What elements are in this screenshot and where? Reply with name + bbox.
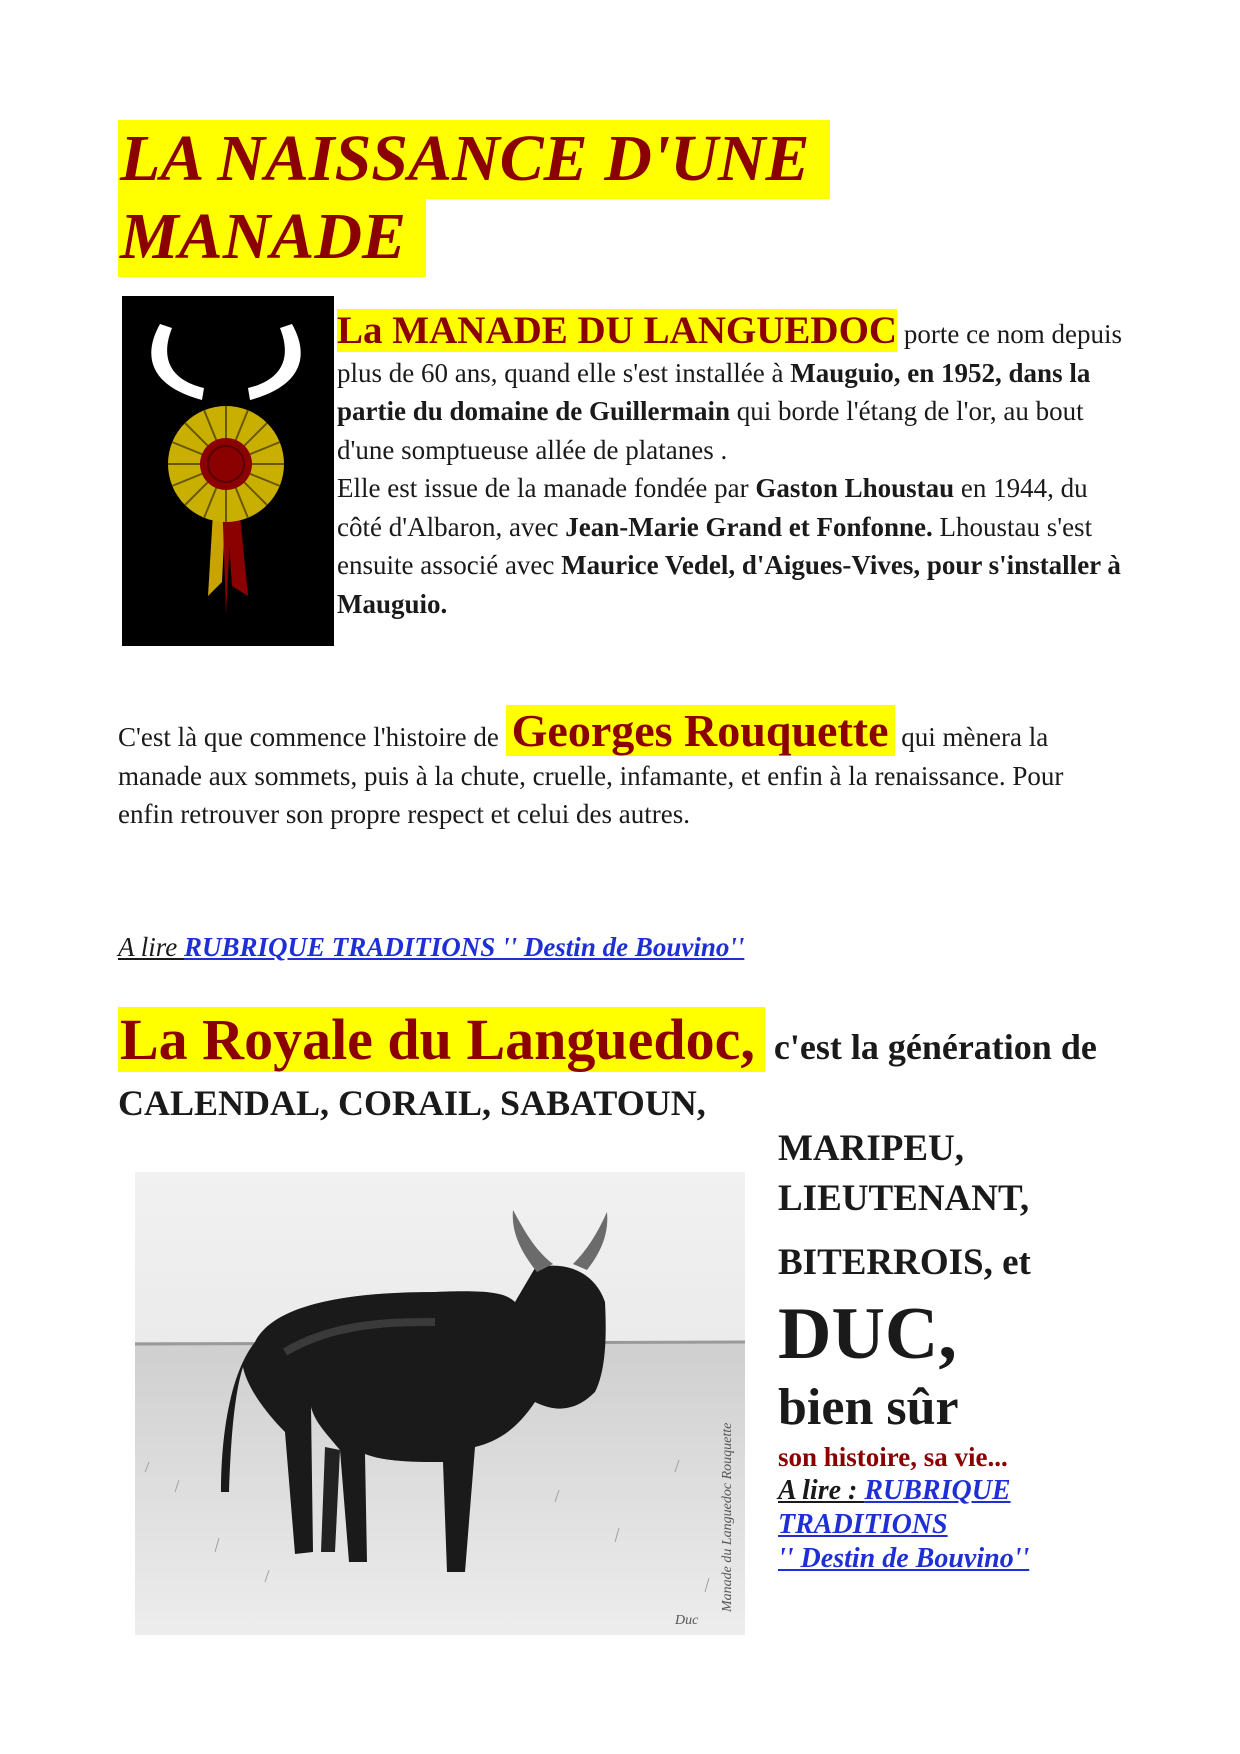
traditions-link-2b[interactable]: TRADITIONS xyxy=(778,1509,948,1540)
name-lieutenant: LIEUTENANT, xyxy=(778,1178,1030,1219)
bien-sur-text: bien sûr xyxy=(778,1379,959,1436)
name-biterrois: BITERROIS, et xyxy=(778,1242,1031,1283)
manade-name: La MANADE DU LANGUEDOC xyxy=(337,309,898,352)
royale-name: La Royale du Languedoc, xyxy=(118,1007,765,1072)
bull-names-column xyxy=(778,1124,1031,1576)
georges-rouquette-name: Georges Rouquette xyxy=(506,705,895,756)
name-maripeu: MARIPEU, xyxy=(778,1128,965,1169)
story-paragraph: C'est là que commence l'histoire de Georges Rouquette qui mènera la manade aux sommets, puis à la chute, cruelle, infamante, et enfin à la renaissance. Pour enfin retrouver son propre respect et celui des autres. xyxy=(118,705,1064,829)
manade-logo xyxy=(122,296,334,646)
traditions-link-2a[interactable]: RUBRIQUE xyxy=(864,1475,1011,1506)
royale-heading: La Royale du Languedoc, c'est la génération de CALENDAL, CORAIL, SABATOUN, xyxy=(118,1007,1097,1123)
read-more-2: A lire : RUBRIQUE xyxy=(778,1475,1011,1506)
read-more-1: A lire RUBRIQUE TRADITIONS '' Destin de Bouvino'' xyxy=(118,932,745,962)
traditions-link-2c[interactable]: '' Destin de Bouvino'' xyxy=(778,1543,1030,1574)
traditions-link-1[interactable]: RUBRIQUE TRADITIONS '' Destin de Bouvino'' xyxy=(184,932,745,962)
photo-vertical-caption: Manade du Languedoc Rouquette xyxy=(720,1422,735,1612)
bull-photo xyxy=(135,1172,745,1635)
name-duc: DUC, xyxy=(778,1293,957,1375)
intro-paragraph: La MANADE DU LANGUEDOC porte ce nom depuis plus de 60 ans, quand elle s'est installée à Mauguio, en 1952, dans la partie du domaine de Guillermain qui borde l'étang de l'or, au bout d'une somptueuse allée de platanes . Elle est issue de la manade fondée par Gaston Lhoustau en 1944, du côté d'Albaron, avec Jean-Marie Grand et Fonfonne. Lhoustau s'est ensuite associé avec Maurice Vedel, d'Aigues-Vives, pour s'installer à Mauguio. xyxy=(337,309,1123,619)
page-title: LA NAISSANCE D'UNE MANADE xyxy=(118,120,878,276)
history-subtitle: son histoire, sa vie... xyxy=(778,1442,1008,1472)
photo-signature: Duc xyxy=(675,1613,699,1628)
